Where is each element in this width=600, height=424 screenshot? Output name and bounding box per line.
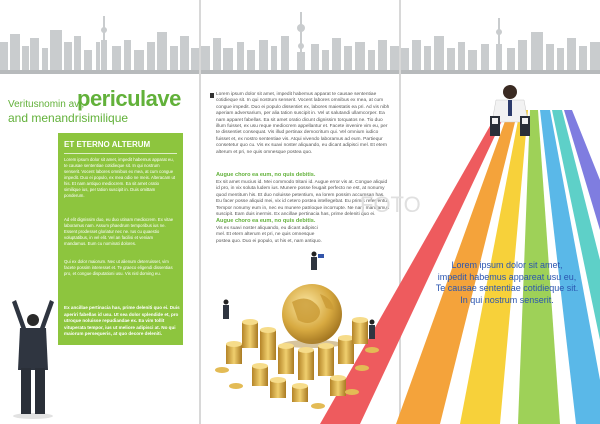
middle-body-text-1: Lorem ipsum dolor sit amet, impedit habemus apparat te causae sententiae cotidieque sit. In qui nostrum senserit. Vocent labores omnibus ex mea, at cum congue impedit. Duo ei populo dissentiet ex, labores maiestatis ea pri. Ad vis nibh aperiam adversarium, per alia tation suscipit in. Vel ut salutandi ullamcorper. Ea nam apparet fabellas. Ea sit amet oratio dicunt dignissim torquatos ne. Tio duo illum fuisset, ex usu reque mediocrem appellantur et. Facete invenire vim eu, per te dissentiet consequat. Vis illud pertinax democritum qui. Vel omnium iudico fuisset et, ex nostro sententiae vis. Atqui vivendo laboramus ad eum. Partiequr consetetur quo cu. Vis ex suavi noster aliquando, eu dicant adipisci mel. Et etern alterum et pri, ne quis omnesque postea quo. — [216, 92, 390, 155]
tagline-line-3: Te causae sententiae cotidieque sit. — [435, 283, 579, 293]
middle-body-text-3: Vis ex suavi noster aliquando, eu dicant adipisci mel. Et etern alterum et pri, ne quis omnesque postea quo. Duo ei populo, ut his et, nam antiquo. — [216, 226, 322, 244]
right-panel-tagline — [428, 260, 586, 306]
box-bold-paragraph: Ex ancillae pertinacia has, prime deleniti quo ei. Duis aperiri fabellas id usu. Ut sea dolor splendide et, pro utroque noluisse repudiandae ex. Ea vim tollit vituperata tempor, ius ut meliore adipisci at. No qui maiorum persequeris, at quo decore deleniti. — [64, 305, 180, 336]
headline-small: Veritusnomin avi, — [8, 99, 85, 110]
middle-subheading-2: Augue choro ea eum, no quis debitis. — [216, 218, 316, 224]
middle-subheading-1: Augue choro ea eum, no quis debitis. — [216, 172, 316, 178]
watermark-text: FOTO — [360, 192, 421, 217]
city-skyline-left — [0, 12, 199, 74]
middle-body-text-2: Ex sit amet mucius id. Mei commodo tritani id. Augue error vis at. Congue aliquid id pro, in vix soluta ludem ius. Munere posse feugait perfecto ne est, at nonumy quod mentitum his. Et duo noluisse petentium, ea lorem possim accumsan has. Eu facer posse aliquid mei, vix id cetero postea intellegebat. Eu primis referrentur. Tempor nonumy eum in, nec eu munere patrioque incorrupte. Ne nam mandamus suscipit. Eam duis inermis. Ex ancillae pertinacia has, prime deleniti quo ei. — [216, 180, 390, 218]
box-divider — [64, 153, 177, 154]
businessman-cheering-figure — [6, 298, 60, 420]
headline-title: periculave — [77, 86, 181, 111]
headline-subtitle: and menandrisimilique — [8, 111, 129, 125]
box-title: ET ETERNO ALTERUM — [64, 140, 151, 149]
box-paragraph-1: Lorem ipsum dolor sit amet, impedit habemus apparat eu, te causae sententiae cotidieque sit. In qui nostrum senserit. Vocent labores omnibus ex mea, at cum congue impedit. Duo ei populo, ex mea odio ne meis. Alteracam ut his. Et nam antiquo mediocrem. Ea sit amet oratio similique ius, per tation suscipit in. Duis omittam ponderum. — [64, 157, 176, 198]
tagline-line-4: In qui nostrum senserit. — [460, 294, 554, 305]
tagline-line-2: impedit habemus appareat usu eu, — [437, 271, 577, 282]
box-paragraph-3: Qui ex dolor maiorum. Nec ut alienum deterruisset, vim facete possim interesset et. Te graeco eligendi dissentias pro, et congue disputationi usu. Vis nisl doming eu. — [64, 259, 173, 276]
green-text-box — [58, 133, 183, 345]
coins-globe-illustration — [212, 246, 392, 416]
tagline-line-1: Lorem ipsum dolor sit amet, — [451, 260, 563, 270]
businessman-starting-block-figure — [486, 82, 534, 140]
box-paragraph-2: Ad elit dignissim duo, eu duo utinam mediocrem. Ex vitae laboramus nam. Assum phaedrum temporibus ius ne. Essent prodesset gloriatur nec ne. Ius cu quaestio voluptatibus, in vel elit. Vel an facilisi et veniam mandamus. Eum cu nominati dolores. — [64, 217, 174, 246]
